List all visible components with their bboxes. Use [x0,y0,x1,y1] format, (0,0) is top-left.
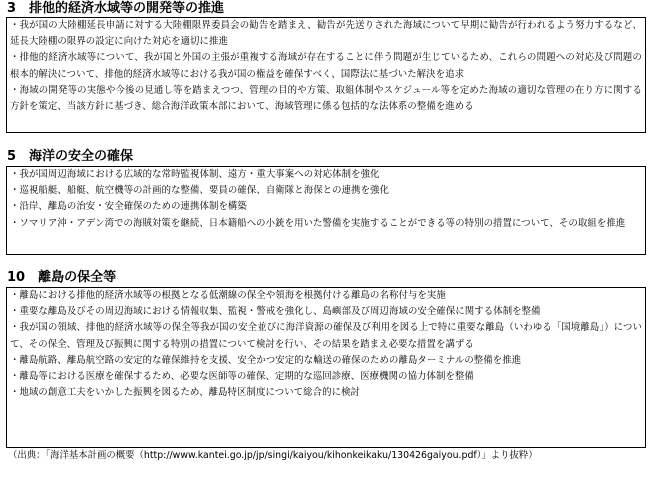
list-item: ・我が国の領域、排他的経済水域等の保全等我が国の安全並びに海洋資源の確保及び利用を図る上で特に重要な離島（いわゆる「国境離島」）について、その保全、管理及び振興に関する特別の措置について検討を行い、その結果を踏まえ必要な措置を講ずる [10,322,642,350]
section-3-heading: 3 排他的経済水域等の開発等の推進 [7,1,225,16]
list-item: ・沿岸、離島の治安・安全確保のための連携体制を構築 [10,201,247,213]
list-item: ・巡視船艇、船艇、航空機等の計画的な整備、要員の確保、自衛隊と海保との連携を強化 [10,185,390,197]
list-item: ・離島航路、離島航空路の安定的な確保維持を支援、安全かつ安定的な輸送の確保のための離島ターミナルの整備を推進 [10,354,522,366]
section-10-heading: 10 離島の保全等 [7,270,117,285]
list-item: ・排他的経済水域等について、我が国と外国の主張が重複する海域が存在することに伴う問題が生じているため、これらの問題への対応及び問題の根本的解決について、排他的経済水域等における我が国の権益を確保すべく、国際法に基づいた解決を追求 [10,52,642,80]
list-item: ・ソマリア沖・アデン湾での海賊対策を継続、日本籍船への小銃を用いた警備を実施することができる等の特別の措置について、その取組を推進 [10,217,626,229]
list-item: ・我が国周辺海域における広域的な常時監視体制、遠方・重大事案への対応体制を強化 [10,169,380,180]
section-10-box [6,287,646,448]
list-item: ・我が国の大陸棚延長申請に対する大陸棚限界委員会の勧告を踏まえ、勧告が先送りされた海域について早期に勧告が行われるよう努力するなど、延長大陸棚の限界の設定に向けた対応を適切に推進 [10,20,642,48]
list-item: ・離島における排他的経済水域等の根拠となる低潮線の保全や領海を根拠付ける離島の名称付与を実施 [10,290,446,301]
list-item: ・重要な離島及びその周辺海域における情報収集、監視・警戒を強化し、島嶼部及び周辺海域の安全確保に関する体制を整備 [10,306,541,318]
section-3-box [6,17,646,133]
list-item: ・海域の開発等の実態や今後の見通し等を踏まえつつ、管理の目的や方策、取組体制やスケジュール等を定めた海域の適切な管理の在り方に関する方針を策定、当該方針に基づき、総合海洋政策本部において、海域管理に係る包括的な法体系の整備を進める [10,84,642,113]
list-item: ・離島等における医療を確保するため、必要な医師等の確保、定期的な巡回診療、医療機関の協力体制を整備 [10,371,474,383]
section-5-heading: 5 海洋の安全の確保 [7,149,134,164]
source-citation: （出典：「海洋基本計画の概要（http://www.kantei.go.jp/jp/singi/kaiyou/kihonkeikaku/130426gaiyou.pdf）」より抜粋） [8,450,538,461]
list-item: ・地域の創意工夫をいかした振興を図るため、離島特区制度について総合的に検討 [10,387,361,399]
section-5-box [6,166,646,255]
